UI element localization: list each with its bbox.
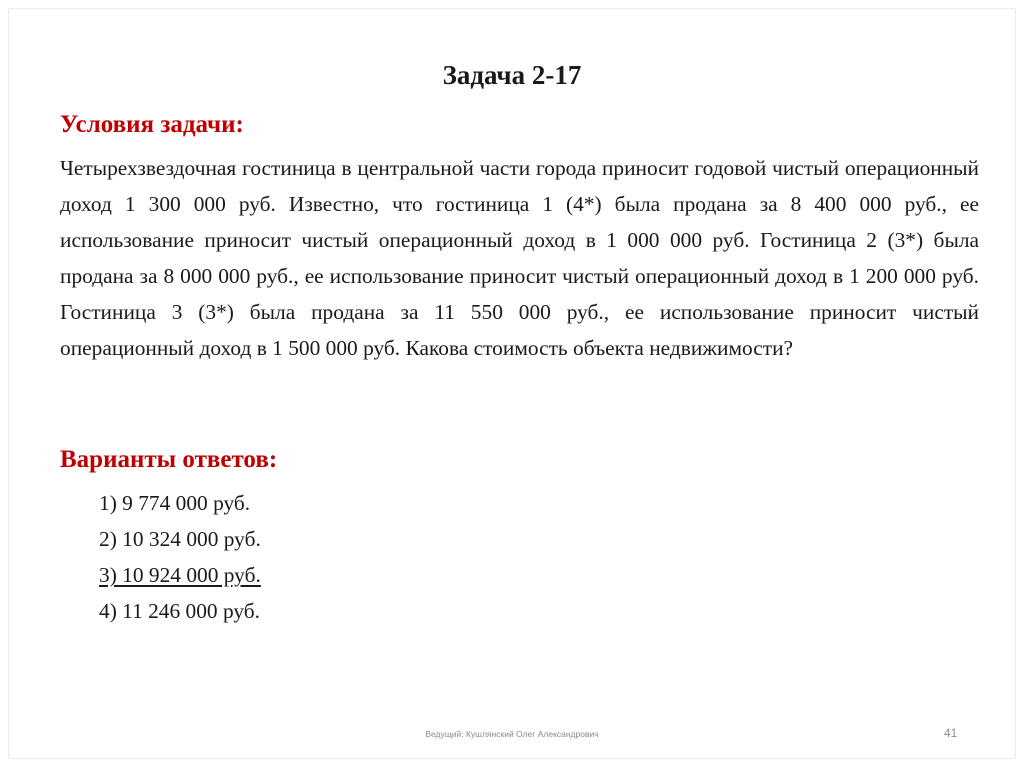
answer-option-4	[99, 593, 261, 629]
footer-presenter: Ведущий: Кушлянский Олег Александрович	[425, 729, 599, 739]
answer-option-2	[99, 521, 261, 557]
answer-option-label: 2) 10 324 000 руб.	[99, 527, 261, 551]
slide-title: Задача 2-17	[442, 60, 582, 90]
answer-option-label: 4) 11 246 000 руб.	[99, 599, 261, 623]
answer-option-label: 3) 10 924 000 руб.	[99, 563, 261, 587]
page-number: 41	[944, 726, 958, 740]
answer-option-3	[99, 557, 261, 593]
conditions-heading: Условия задачи:	[60, 111, 244, 138]
answer-option-1	[99, 485, 261, 521]
answer-option-label: 1) 9 774 000 руб.	[99, 491, 251, 515]
conditions-text: Четырехзвездочная гостиница в центральной части города приносит годовой чистый операционный доход 1 300 000 руб. Известно, что гостиница 1 (4*) была продана за 8 400 000 руб., ее использование приносит чистый операционный доход в 1 000 000 руб. Гостиница 2 (3*) была продана за 8 000 000 руб., ее использование приносит чистый операционный доход в 1 200 000 руб. Гостиница 3 (3*) была продана за 11 550 000 руб., ее использование приносит чистый операционный доход в 1 500 000 руб. Какова стоимость объекта недвижимости?	[60, 156, 979, 360]
answer-options-list	[99, 485, 261, 629]
answers-heading: Варианты ответов:	[60, 446, 278, 473]
